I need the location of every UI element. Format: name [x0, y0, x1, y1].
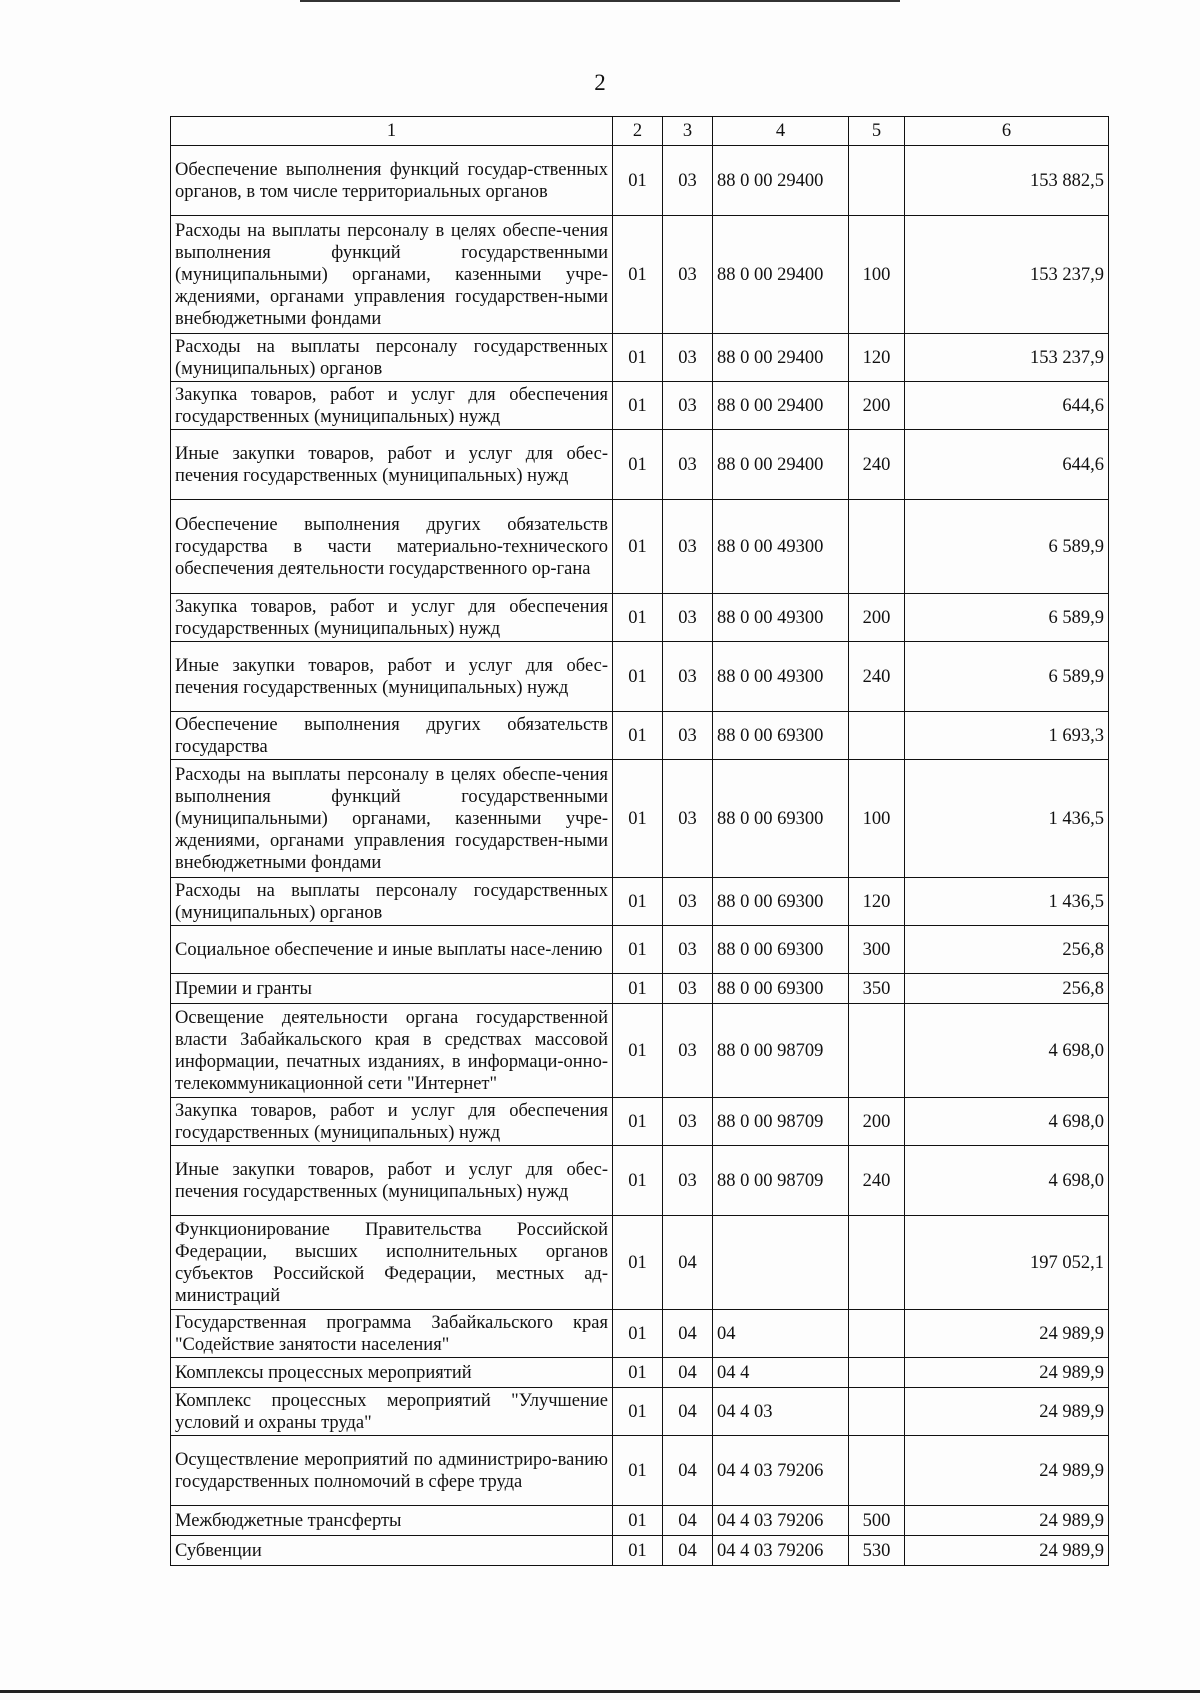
target-article-cell: 04 4 03 79206: [713, 1536, 849, 1566]
expense-type-cell: [849, 1436, 905, 1506]
table-row: [171, 712, 1109, 760]
section-code-cell: 01: [613, 1098, 663, 1146]
budget-table: [170, 116, 1109, 1566]
expense-type-cell: 240: [849, 1146, 905, 1216]
table-row: [171, 594, 1109, 642]
table-row: [171, 146, 1109, 216]
target-article-cell: 88 0 00 49300: [713, 642, 849, 712]
table-row: [171, 1388, 1109, 1436]
target-article-cell: 88 0 00 29400: [713, 382, 849, 430]
expense-type-cell: 240: [849, 642, 905, 712]
expense-type-cell: 240: [849, 430, 905, 500]
expense-name-cell: Осуществление мероприятий по администриро-ванию государственных полномочий в сфере труда: [171, 1436, 613, 1506]
amount-cell: 1 436,5: [905, 878, 1109, 926]
amount-cell: 644,6: [905, 382, 1109, 430]
subsection-code-cell: 03: [663, 500, 713, 594]
expense-name-cell: Иные закупки товаров, работ и услуг для обес-печения государственных (муниципальных) нужд: [171, 430, 613, 500]
amount-cell: 1 693,3: [905, 712, 1109, 760]
table-row: [171, 642, 1109, 712]
section-code-cell: 01: [613, 1310, 663, 1358]
expense-name-cell: Социальное обеспечение и иные выплаты насе-лению: [171, 926, 613, 974]
subsection-code-cell: 03: [663, 382, 713, 430]
section-code-cell: 01: [613, 146, 663, 216]
expense-type-cell: 120: [849, 334, 905, 382]
subsection-code-cell: 03: [663, 216, 713, 334]
subsection-code-cell: 03: [663, 760, 713, 878]
section-code-cell: 01: [613, 1536, 663, 1566]
column-header-3: 3: [663, 117, 713, 146]
subsection-code-cell: 04: [663, 1216, 713, 1310]
table-row: [171, 974, 1109, 1004]
expense-name-cell: Расходы на выплаты персоналу в целях обеспе-чения выполнения функций государственными (муниципальными) органами, казенными учре-ждениями, органами управления государствен-ными внебюджетными фондами: [171, 216, 613, 334]
subsection-code-cell: 03: [663, 430, 713, 500]
column-header-5: 5: [849, 117, 905, 146]
subsection-code-cell: 04: [663, 1358, 713, 1388]
amount-cell: 24 989,9: [905, 1506, 1109, 1536]
scan-bottom-edge: [0, 1690, 1200, 1693]
target-article-cell: 88 0 00 49300: [713, 500, 849, 594]
expense-name-cell: Закупка товаров, работ и услуг для обеспечения государственных (муниципальных) нужд: [171, 594, 613, 642]
expense-type-cell: [849, 1358, 905, 1388]
target-article-cell: 88 0 00 69300: [713, 974, 849, 1004]
target-article-cell: 04 4: [713, 1358, 849, 1388]
target-article-cell: 88 0 00 29400: [713, 216, 849, 334]
target-article-cell: 88 0 00 69300: [713, 878, 849, 926]
target-article-cell: 88 0 00 69300: [713, 926, 849, 974]
target-article-cell: 04 4 03 79206: [713, 1436, 849, 1506]
subsection-code-cell: 03: [663, 712, 713, 760]
table-row: [171, 1216, 1109, 1310]
table-row: [171, 382, 1109, 430]
expense-name-cell: Закупка товаров, работ и услуг для обеспечения государственных (муниципальных) нужд: [171, 1098, 613, 1146]
expense-type-cell: [849, 712, 905, 760]
subsection-code-cell: 03: [663, 642, 713, 712]
expense-type-cell: 500: [849, 1506, 905, 1536]
amount-cell: 1 436,5: [905, 760, 1109, 878]
amount-cell: 24 989,9: [905, 1358, 1109, 1388]
expense-name-cell: Комплексы процессных мероприятий: [171, 1358, 613, 1388]
expense-type-cell: 200: [849, 382, 905, 430]
expense-type-cell: [849, 1388, 905, 1436]
table-row: [171, 1098, 1109, 1146]
expense-type-cell: 530: [849, 1536, 905, 1566]
subsection-code-cell: 03: [663, 974, 713, 1004]
expense-name-cell: Обеспечение выполнения функций государ-ственных органов, в том числе территориальных органов: [171, 146, 613, 216]
table-row: [171, 1436, 1109, 1506]
table-row: [171, 430, 1109, 500]
section-code-cell: 01: [613, 712, 663, 760]
subsection-code-cell: 04: [663, 1506, 713, 1536]
table-row: [171, 216, 1109, 334]
column-header-4: 4: [713, 117, 849, 146]
expense-type-cell: [849, 1310, 905, 1358]
expense-name-cell: Субвенции: [171, 1536, 613, 1566]
header-row: [171, 117, 1109, 146]
expense-type-cell: 300: [849, 926, 905, 974]
subsection-code-cell: 03: [663, 594, 713, 642]
table-row: [171, 878, 1109, 926]
table-row: [171, 334, 1109, 382]
subsection-code-cell: 03: [663, 146, 713, 216]
amount-cell: 256,8: [905, 974, 1109, 1004]
amount-cell: 153 237,9: [905, 334, 1109, 382]
amount-cell: 4 698,0: [905, 1098, 1109, 1146]
target-article-cell: [713, 1216, 849, 1310]
table-row: [171, 1358, 1109, 1388]
section-code-cell: 01: [613, 216, 663, 334]
expense-name-cell: Функционирование Правительства Российской Федерации, высших исполнительных органов субъектов Российской Федерации, местных ад-министраций: [171, 1216, 613, 1310]
table-body: [171, 146, 1109, 1566]
table-row: [171, 1004, 1109, 1098]
target-article-cell: 04 4 03 79206: [713, 1506, 849, 1536]
expense-name-cell: Обеспечение выполнения других обязательств государства: [171, 712, 613, 760]
column-header-1: 1: [171, 117, 613, 146]
table-row: [171, 760, 1109, 878]
target-article-cell: 88 0 00 98709: [713, 1146, 849, 1216]
section-code-cell: 01: [613, 500, 663, 594]
section-code-cell: 01: [613, 1436, 663, 1506]
expense-type-cell: [849, 500, 905, 594]
target-article-cell: 88 0 00 29400: [713, 334, 849, 382]
subsection-code-cell: 04: [663, 1436, 713, 1506]
target-article-cell: 88 0 00 49300: [713, 594, 849, 642]
subsection-code-cell: 03: [663, 334, 713, 382]
expense-name-cell: Комплекс процессных мероприятий "Улучшение условий и охраны труда": [171, 1388, 613, 1436]
table-row: [171, 926, 1109, 974]
amount-cell: 153 237,9: [905, 216, 1109, 334]
expense-name-cell: Закупка товаров, работ и услуг для обеспечения государственных (муниципальных) нужд: [171, 382, 613, 430]
expense-name-cell: Иные закупки товаров, работ и услуг для обес-печения государственных (муниципальных) нужд: [171, 642, 613, 712]
section-code-cell: 01: [613, 430, 663, 500]
section-code-cell: 01: [613, 926, 663, 974]
expense-name-cell: Иные закупки товаров, работ и услуг для обес-печения государственных (муниципальных) нужд: [171, 1146, 613, 1216]
section-code-cell: 01: [613, 382, 663, 430]
amount-cell: 256,8: [905, 926, 1109, 974]
section-code-cell: 01: [613, 1506, 663, 1536]
expense-type-cell: 350: [849, 974, 905, 1004]
section-code-cell: 01: [613, 1388, 663, 1436]
scan-top-edge: [300, 0, 900, 2]
expense-type-cell: [849, 146, 905, 216]
table-row: [171, 1146, 1109, 1216]
amount-cell: 24 989,9: [905, 1536, 1109, 1566]
amount-cell: 24 989,9: [905, 1388, 1109, 1436]
expense-name-cell: Обеспечение выполнения других обязательств государства в части материально-технического обеспечения деятельности государственного ор-гана: [171, 500, 613, 594]
table-row: [171, 1506, 1109, 1536]
amount-cell: 24 989,9: [905, 1436, 1109, 1506]
expense-type-cell: 200: [849, 594, 905, 642]
table-row: [171, 1536, 1109, 1566]
subsection-code-cell: 03: [663, 878, 713, 926]
section-code-cell: 01: [613, 878, 663, 926]
expense-type-cell: 100: [849, 216, 905, 334]
table-row: [171, 1310, 1109, 1358]
section-code-cell: 01: [613, 1004, 663, 1098]
expense-type-cell: 120: [849, 878, 905, 926]
amount-cell: 6 589,9: [905, 500, 1109, 594]
expense-type-cell: [849, 1004, 905, 1098]
expense-type-cell: [849, 1216, 905, 1310]
expense-name-cell: Государственная программа Забайкальского края "Содействие занятости населения": [171, 1310, 613, 1358]
subsection-code-cell: 03: [663, 926, 713, 974]
subsection-code-cell: 04: [663, 1536, 713, 1566]
section-code-cell: 01: [613, 1146, 663, 1216]
expense-name-cell: Расходы на выплаты персоналу в целях обеспе-чения выполнения функций государственными (муниципальными) органами, казенными учре-ждениями, органами управления государствен-ными внебюджетными фондами: [171, 760, 613, 878]
expense-name-cell: Расходы на выплаты персоналу государственных (муниципальных) органов: [171, 878, 613, 926]
section-code-cell: 01: [613, 642, 663, 712]
target-article-cell: 88 0 00 29400: [713, 430, 849, 500]
target-article-cell: 88 0 00 69300: [713, 760, 849, 878]
amount-cell: 153 882,5: [905, 146, 1109, 216]
amount-cell: 4 698,0: [905, 1146, 1109, 1216]
amount-cell: 644,6: [905, 430, 1109, 500]
section-code-cell: 01: [613, 334, 663, 382]
subsection-code-cell: 03: [663, 1098, 713, 1146]
subsection-code-cell: 04: [663, 1388, 713, 1436]
target-article-cell: 04 4 03: [713, 1388, 849, 1436]
section-code-cell: 01: [613, 760, 663, 878]
column-header-2: 2: [613, 117, 663, 146]
expense-type-cell: 100: [849, 760, 905, 878]
amount-cell: 4 698,0: [905, 1004, 1109, 1098]
subsection-code-cell: 03: [663, 1004, 713, 1098]
amount-cell: 6 589,9: [905, 594, 1109, 642]
expense-name-cell: Освещение деятельности органа государственной власти Забайкальского края в средствах массовой информации, печатных изданиях, в информаци-онно-телекоммуникационной сети "Интернет": [171, 1004, 613, 1098]
expense-name-cell: Межбюджетные трансферты: [171, 1506, 613, 1536]
column-header-6: 6: [905, 117, 1109, 146]
target-article-cell: 88 0 00 98709: [713, 1004, 849, 1098]
section-code-cell: 01: [613, 974, 663, 1004]
table-row: [171, 500, 1109, 594]
target-article-cell: 04: [713, 1310, 849, 1358]
subsection-code-cell: 03: [663, 1146, 713, 1216]
page-number: 2: [594, 70, 606, 95]
amount-cell: 24 989,9: [905, 1310, 1109, 1358]
section-code-cell: 01: [613, 594, 663, 642]
expense-type-cell: 200: [849, 1098, 905, 1146]
section-code-cell: 01: [613, 1216, 663, 1310]
amount-cell: 6 589,9: [905, 642, 1109, 712]
expense-name-cell: Премии и гранты: [171, 974, 613, 1004]
target-article-cell: 88 0 00 69300: [713, 712, 849, 760]
target-article-cell: 88 0 00 98709: [713, 1098, 849, 1146]
expense-name-cell: Расходы на выплаты персоналу государственных (муниципальных) органов: [171, 334, 613, 382]
amount-cell: 197 052,1: [905, 1216, 1109, 1310]
subsection-code-cell: 04: [663, 1310, 713, 1358]
target-article-cell: 88 0 00 29400: [713, 146, 849, 216]
section-code-cell: 01: [613, 1358, 663, 1388]
